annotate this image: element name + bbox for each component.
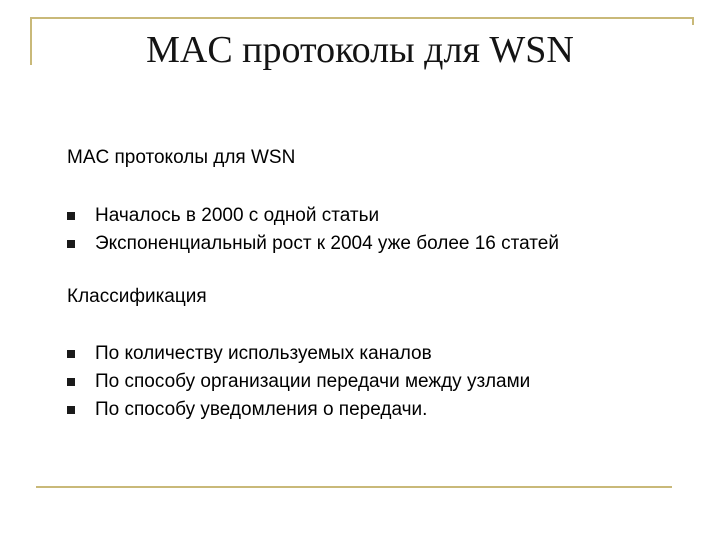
frame-bottom-line [36,486,672,488]
square-bullet-icon [67,378,75,386]
frame-right-tick [692,17,694,25]
section-heading-mac: MAC протоколы для WSN [67,147,296,168]
square-bullet-icon [67,406,75,414]
list-item-text: По количеству используемых каналов [95,343,432,364]
frame-left-line [30,17,32,65]
section-heading-classification: Классификация [67,286,207,307]
square-bullet-icon [67,350,75,358]
square-bullet-icon [67,212,75,220]
list-item-text: По способу уведомления о передачи. [95,399,428,420]
square-bullet-icon [67,240,75,248]
slide-title: MAC протоколы для WSN [146,29,574,71]
list-item-text: Экспоненциальный рост к 2004 уже более 16 статей [95,233,559,254]
frame-top-line [30,17,694,19]
list-item-text: По способу организации передачи между узлами [95,371,531,392]
list-item-text: Началось в 2000 с одной статьи [95,205,380,226]
